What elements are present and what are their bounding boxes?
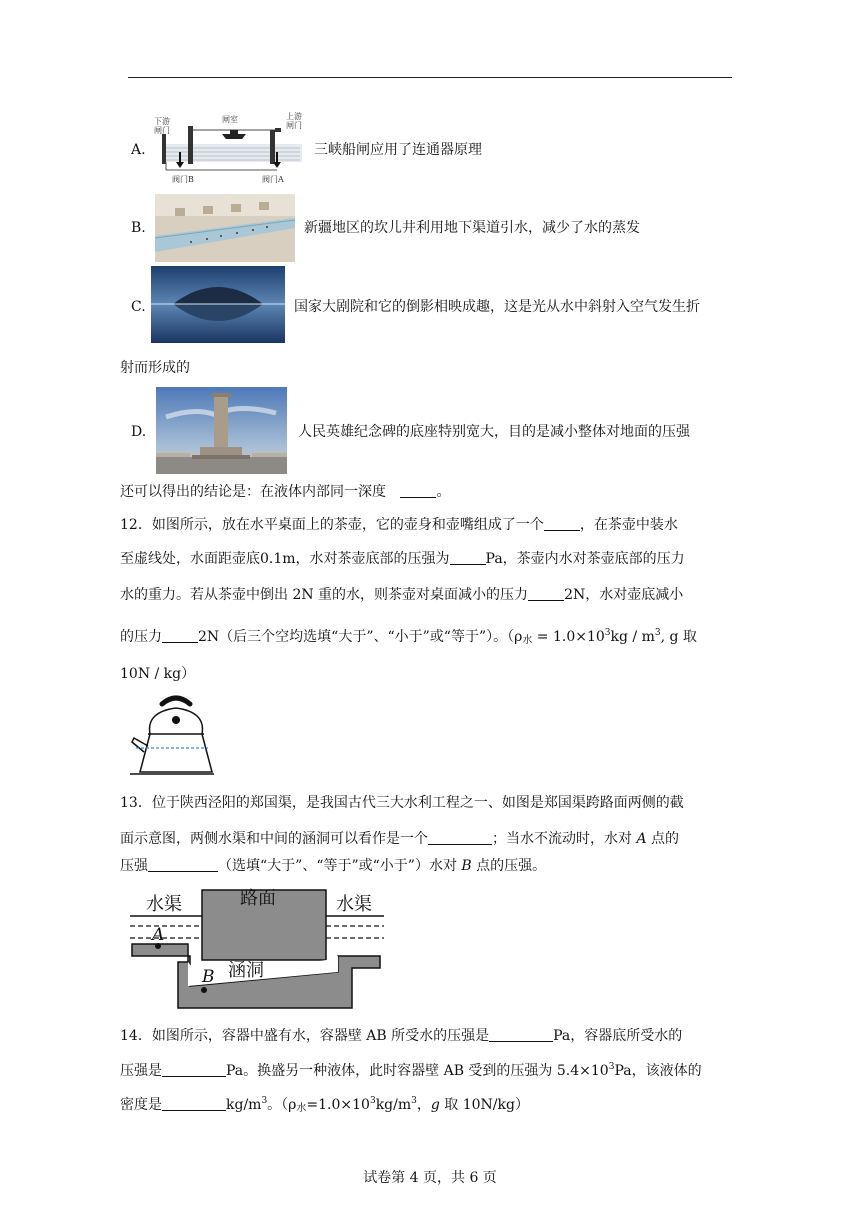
- exp-3b: 3: [654, 628, 661, 638]
- q14-text-1b: Pa，容器底所受水的: [553, 1028, 683, 1044]
- q14-text-3d: =1.0×10: [306, 1097, 370, 1113]
- q12-line5: 10N / kg）: [120, 666, 196, 682]
- canal-culvert-figure: [130, 882, 384, 1014]
- q13-line3: [120, 856, 546, 876]
- point-b-label: B: [202, 967, 215, 987]
- q12-text-3b: 2N，水对壶底减小: [564, 587, 684, 603]
- q12-text-4e: , g 取: [660, 629, 697, 645]
- rho-subscript: 水: [522, 635, 533, 646]
- q12-text-4c: = 1.0×10: [532, 629, 605, 645]
- monument-photo: [156, 387, 287, 474]
- q14-line1: [120, 1026, 682, 1046]
- q13-text-3a: 压强: [120, 858, 148, 874]
- valve-a-label: 阀门A: [262, 175, 284, 184]
- exp-3: 3: [604, 628, 611, 638]
- q12-blank-1[interactable]: [544, 515, 580, 531]
- q13-line1: 13．位于陕西泾阳的郑国渠，是我国古代三大水利工程之一、如图是郑国渠跨路面两侧的截: [120, 795, 684, 811]
- q14-text-3a: 密度是: [120, 1097, 162, 1113]
- culvert-label: 涵洞: [228, 960, 264, 981]
- q13-line2: [120, 829, 679, 849]
- channel-left-label: 水渠: [146, 894, 182, 915]
- conclusion-line: [120, 482, 450, 502]
- q13-text-3c: 点的压强。: [471, 858, 547, 874]
- q14-rho-subscript: 水: [296, 1103, 307, 1114]
- upstream-label: 上游: [286, 112, 302, 121]
- q14-text-2c: Pa，该液体的: [614, 1063, 702, 1079]
- q14-text-3f: ，: [416, 1097, 431, 1113]
- q13-text-3b: （选填“大于”、“等于”或“小于”）水对: [218, 858, 462, 874]
- q12-text-4a: 的压力: [120, 629, 162, 645]
- q12-text-1a: 12．如图所示，放在水平桌面上的茶壶，它的壶身和壶嘴组成了一个: [120, 517, 544, 533]
- q14-exp-3b: 3: [261, 1096, 268, 1106]
- road-label: 路面: [240, 888, 276, 909]
- q13-point-b: B: [461, 858, 472, 874]
- q13-text-2a: 面示意图，两侧水渠和中间的涵洞可以看作是一个: [120, 831, 428, 847]
- q14-text-3g: 取 10N/kg）: [439, 1097, 529, 1113]
- q14-exp-3c: 3: [369, 1096, 376, 1106]
- q14-text-2a: 压强是: [120, 1063, 162, 1079]
- valve-b-label: 阀门B: [172, 175, 194, 184]
- q14-text-1a: 14．如图所示，容器中盛有水，容器壁 AB 所受水的压强是: [120, 1028, 490, 1044]
- q14-exp-3: 3: [608, 1062, 615, 1072]
- q12-line1: [120, 515, 678, 535]
- q14-g: g: [430, 1097, 440, 1113]
- option-b-letter: B.: [131, 220, 146, 236]
- option-d-letter: D.: [131, 424, 147, 440]
- q12-blank-4[interactable]: [528, 585, 564, 601]
- q13-blank-2[interactable]: [148, 856, 218, 872]
- q12-line3: [120, 585, 683, 605]
- channel-right-label: 水渠: [336, 894, 372, 915]
- chamber-label: 闸室: [222, 115, 238, 124]
- ship-lock-figure: [150, 112, 302, 186]
- q12-text-3a: 水的重力。若从茶壶中倒出 2N 重的水，则茶壶对桌面减小的压力: [120, 587, 529, 603]
- q14-text-3b: kg/m: [226, 1097, 262, 1113]
- conclusion-end: 。: [436, 484, 451, 500]
- q14-text-2b: Pa。换盛另一种液体，此时容器壁 AB 受到的压强为 5.4×10: [226, 1063, 609, 1079]
- conclusion-text: 还可以得出的结论是：在液体内部同一深度: [120, 484, 386, 500]
- option-a-letter: A.: [131, 142, 146, 158]
- q13-point-a: A: [636, 831, 647, 847]
- q12-text-2a: 至虚线处，水面距壶底0.1m，水对茶壶底部的压强为: [120, 551, 450, 567]
- option-b-text: 新疆地区的坎儿井利用地下渠道引水，减少了水的蒸发: [304, 220, 640, 236]
- q13-blank-1[interactable]: [428, 829, 492, 845]
- page-footer: 试卷第 4 页，共 6 页: [363, 1170, 497, 1186]
- q12-text-4b: 2N（后三个空均选填“大于”、“小于”或“等于”）。（ρ: [198, 629, 523, 645]
- upstream-gate-label: 闸门: [286, 121, 302, 130]
- q12-blank-5[interactable]: [162, 627, 198, 643]
- header-rule: [128, 77, 732, 78]
- q14-text-3e: kg/m: [375, 1097, 412, 1113]
- q12-text-1b: ，在茶壶中装水: [579, 517, 678, 533]
- q14-blank-1[interactable]: [489, 1026, 553, 1042]
- q13-text-2c: 点的: [646, 831, 680, 847]
- q12-blank-2[interactable]: [450, 549, 486, 565]
- q14-line3: [120, 1091, 529, 1119]
- downstream-label: 下游: [154, 117, 170, 126]
- downstream-gate-label: 闸门: [154, 126, 170, 135]
- q12-text-2b: Pa，茶壶内水对茶壶底部的压力: [485, 551, 685, 567]
- q13-text-2b: ；当水不流动时，水对: [492, 831, 637, 847]
- option-c-text-line1: 国家大剧院和它的倒影相映成趣，这是光从水中斜射入空气发生折: [294, 299, 700, 315]
- teapot-figure: [130, 690, 214, 776]
- q14-blank-2[interactable]: [162, 1061, 226, 1077]
- point-a-label: A: [152, 925, 165, 945]
- q12-line2: [120, 549, 685, 569]
- q14-line2: [120, 1057, 702, 1081]
- q14-blank-3[interactable]: [162, 1095, 226, 1111]
- option-a-text: 三峡船闸应用了连通器原理: [314, 142, 482, 158]
- option-c-letter: C.: [131, 299, 146, 315]
- q14-exp-3d: 3: [411, 1096, 417, 1106]
- q12-line4: [120, 623, 697, 651]
- conclusion-blank[interactable]: [400, 482, 436, 498]
- grand-theatre-photo: [151, 266, 285, 343]
- karez-photo: [155, 194, 295, 262]
- q12-text-4d: kg / m: [610, 629, 655, 645]
- option-c-text-line2: 射而形成的: [120, 360, 190, 376]
- option-d-text: 人民英雄纪念碑的底座特别宽大，目的是减小整体对地面的压强: [298, 424, 690, 440]
- q14-text-3c: 。（ρ: [267, 1097, 297, 1113]
